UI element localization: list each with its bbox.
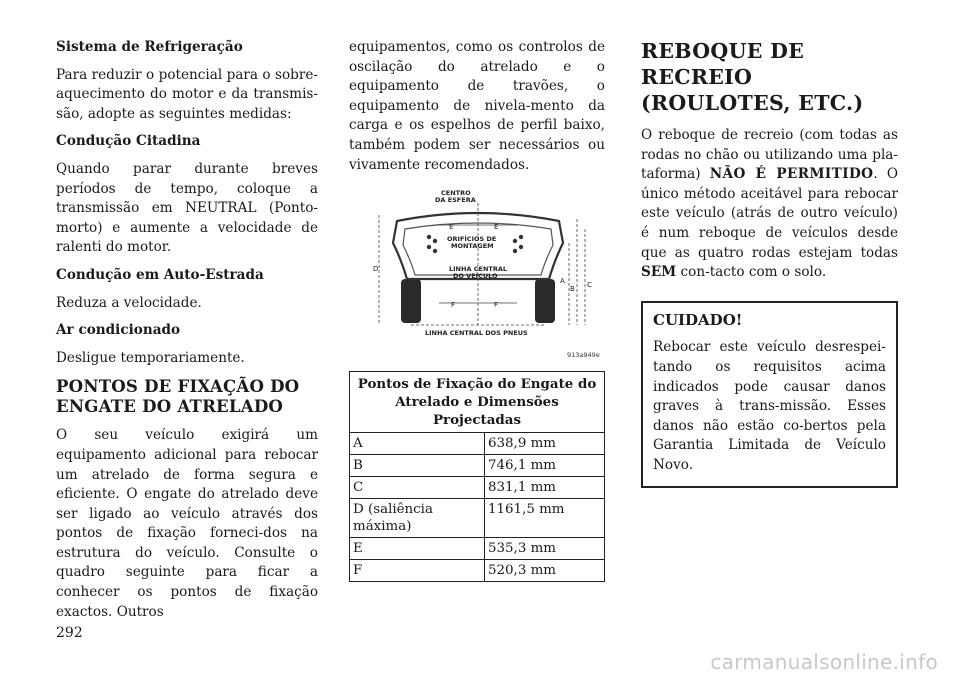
figure-code: 913a949e: [567, 351, 600, 360]
paragraph-highway: Reduza a velocidade.: [56, 294, 202, 311]
hitch-diagram: [349, 183, 605, 361]
label-center: CENTRO: [441, 189, 471, 198]
paragraph-hitch-intro: O seu veículo exigirá um equipamento adicional para rebocar um atrelado de forma segura e eficiente. O engate do atrelado deve ser ligado ao veículo através dos pontos de fixação forneci-dos na estrutura do veículo. Consulte o quadro seguinte para ficar a conhecer os pontos de fixação exactos. Outros: [56, 427, 318, 620]
dim-letter-f1: F: [451, 301, 456, 310]
dimensions-table: [349, 371, 605, 582]
left-tire: [401, 279, 421, 323]
paragraph-cooling: Para reduzir o potencial para o sobre-aquecimento do motor e da transmis-são, adopte as seguintes medidas:: [56, 66, 318, 122]
paragraph-city: Quando parar durante breves períodos de tempo, coloque a transmissão em NEUTRAL (Ponto-morto) e aumente a velocidade de ralenti do motor.: [56, 160, 318, 256]
table-row: B 746,1 mm: [350, 455, 605, 477]
dim-letter-a: A: [560, 277, 565, 286]
dim-letter-e2: E: [494, 223, 499, 232]
dim-letter-e1: E: [449, 223, 454, 232]
subheading-ac: Ar condicionado: [56, 322, 181, 339]
table-row: E 535,3 mm: [350, 538, 605, 560]
section-heading-hitch: PONTOS DE FIXAÇÃO DO ENGATE DO ATRELADO: [56, 376, 300, 417]
dim-letter-c: C: [587, 281, 592, 290]
caution-title: CUIDADO!: [653, 310, 743, 329]
table-row: D (saliência máxima) 1161,5 mm: [350, 499, 605, 538]
label-center2: DA ESFERA: [435, 196, 476, 205]
label-holes2: MONTAGEM: [451, 242, 494, 251]
table-row: C 831,1 mm: [350, 477, 605, 499]
table-title: Pontos de Fixação do Engate do Atrelado e Dimensões Projectadas: [350, 372, 605, 433]
dim-letter-b: B: [570, 285, 575, 294]
label-holes: ORIFÍCIOS DE: [447, 235, 497, 244]
column-right: [641, 38, 898, 488]
paragraph-ac: Desligue temporariamente.: [56, 349, 245, 366]
label-centerline2: DO VEÍCULO: [453, 272, 498, 281]
page-number: 292: [56, 625, 83, 641]
section-heading-recreational-towing: REBOQUE DE RECREIO (ROULOTES, ETC.): [641, 39, 864, 115]
dim-letter-f2: F: [494, 301, 499, 310]
caution-box: [641, 301, 898, 488]
caution-text: Rebocar este veículo desrespei-tando os requisitos acima indicados pode causar danos graves à trans-missão. Esses danos não estão co-bertos pela Garantia Limitada de Veículo Novo.: [653, 339, 886, 473]
column-left: [56, 38, 318, 630]
column-middle: [349, 38, 605, 582]
subheading-cooling: Sistema de Refrigeração: [56, 39, 243, 55]
label-centerline: LINHA CENTRAL: [449, 265, 507, 274]
right-tire: [535, 279, 555, 323]
paragraph-hitch-cont: equipamentos, como os controlos de oscilação do atrelado e o equipamento de travões, o equipamento de nivela-mento da carga e os espelhos de perfil baixo, também podem ser necessários ou vivamente recomendados.: [349, 39, 605, 173]
table-row: A 638,9 mm: [350, 433, 605, 455]
watermark: carmanualsonline.info: [710, 650, 938, 674]
subheading-highway: Condução em Auto-Estrada: [56, 266, 264, 283]
dim-letter-d: D: [373, 265, 379, 274]
subheading-city: Condução Citadina: [56, 133, 201, 150]
paragraph-recreational-towing: O reboque de recreio (com todas as rodas no chão ou utilizando uma pla-taforma) NÃO É PERMITIDO. O único método aceitável para rebocar este veículo (atrás de outro veículo) é num reboque de veículos desde que as quatro rodas estejam todas SEM con-tacto com o solo.: [641, 127, 898, 281]
label-tire-centerline: LINHA CENTRAL DOS PNEUS: [425, 329, 528, 338]
table-row: F 520,3 mm: [350, 560, 605, 582]
